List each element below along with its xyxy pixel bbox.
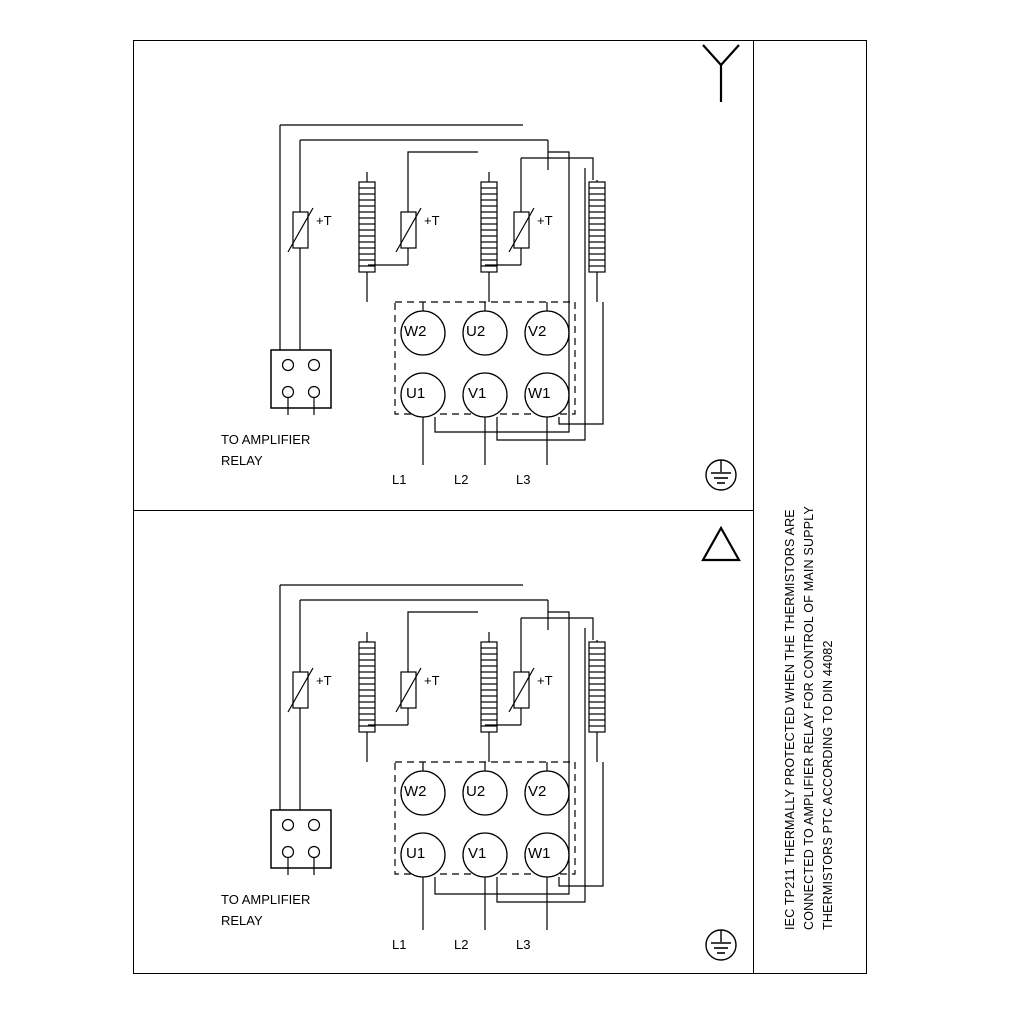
delta-bridge xyxy=(423,762,547,771)
terminal-label-u2: U2 xyxy=(466,323,486,340)
terminal-label-u2: U2 xyxy=(466,783,486,800)
supply-label-l2: L2 xyxy=(454,937,469,952)
thermistor-coil-2 xyxy=(481,632,497,762)
thermistor-label-1: +T xyxy=(316,213,332,228)
amplifier-caption-line2: RELAY xyxy=(221,453,263,468)
note-column xyxy=(753,40,867,974)
earth-symbol xyxy=(706,460,736,490)
supply-wiring xyxy=(423,152,603,465)
supply-label-l3: L3 xyxy=(516,937,531,952)
diagram-star-connection xyxy=(133,40,753,510)
wye-symbol xyxy=(703,45,739,102)
terminal-label-v1: V1 xyxy=(468,385,487,402)
note-line-3: THERMISTORS PTC ACCORDING TO DIN 44082 xyxy=(821,640,835,930)
terminal-label-u1: U1 xyxy=(406,385,426,402)
supply-label-l3: L3 xyxy=(516,472,531,487)
supply-label-l1: L1 xyxy=(392,937,407,952)
amplifier-connector-block xyxy=(271,810,331,875)
earth-symbol xyxy=(706,930,736,960)
terminal-label-w2: W2 xyxy=(404,323,427,340)
terminal-label-w2: W2 xyxy=(404,783,427,800)
terminal-label-v2: V2 xyxy=(528,323,547,340)
supply-label-l2: L2 xyxy=(454,472,469,487)
terminal-label-w1: W1 xyxy=(528,385,551,402)
amplifier-connector-block xyxy=(271,350,331,415)
amplifier-caption-line1: TO AMPLIFIER xyxy=(221,892,311,907)
thermistor-label-3: +T xyxy=(537,213,553,228)
ptc-symbol-1 xyxy=(288,200,313,290)
terminal-label-w1: W1 xyxy=(528,845,551,862)
thermistor-label-1: +T xyxy=(316,673,332,688)
ptc-symbol-2 xyxy=(396,660,421,725)
thermistor-coil-1 xyxy=(359,172,375,302)
terminal-label-v2: V2 xyxy=(528,783,547,800)
thermistor-coil-1 xyxy=(359,632,375,762)
note-line-1: IEC TP211 THERMALLY PROTECTED WHEN THE THERMISTORS ARE xyxy=(783,509,797,930)
note-line-2: CONNECTED TO AMPLIFIER RELAY FOR CONTROL OF MAIN SUPPLY xyxy=(802,505,816,930)
thermistor-coil-3 xyxy=(589,640,605,762)
terminal-label-u1: U1 xyxy=(406,845,426,862)
amplifier-caption-line1: TO AMPLIFIER xyxy=(221,432,311,447)
amplifier-caption-line2: RELAY xyxy=(221,913,263,928)
star-bridge xyxy=(423,302,547,311)
ptc-symbol-3 xyxy=(509,660,534,725)
terminal-label-v1: V1 xyxy=(468,845,487,862)
thermistor-coil-2 xyxy=(481,172,497,302)
triangle-symbol xyxy=(703,528,739,560)
thermistor-label-3: +T xyxy=(537,673,553,688)
diagram-delta-connection xyxy=(133,510,753,980)
thermistor-coil-3 xyxy=(589,180,605,302)
supply-wiring xyxy=(423,612,603,930)
ptc-symbol-2 xyxy=(396,200,421,265)
thermistor-label-2: +T xyxy=(424,673,440,688)
supply-label-l1: L1 xyxy=(392,472,407,487)
ptc-symbol-1 xyxy=(288,660,313,750)
thermistor-label-2: +T xyxy=(424,213,440,228)
ptc-symbol-3 xyxy=(509,200,534,265)
